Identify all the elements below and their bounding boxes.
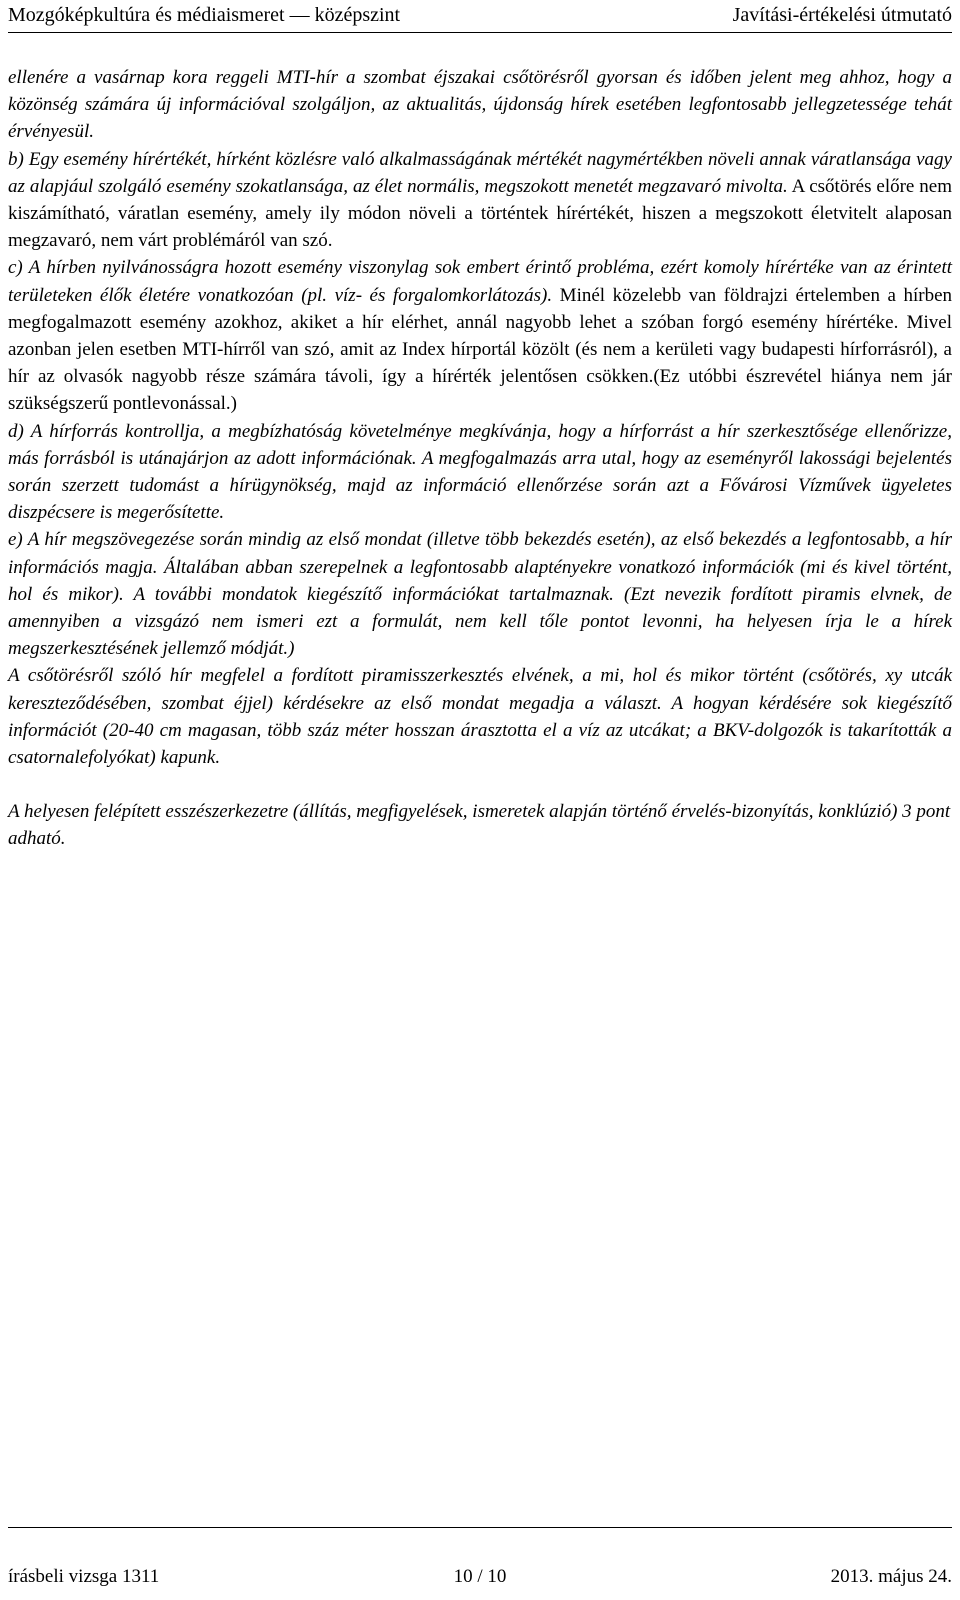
paragraph-c [8, 254, 952, 417]
page-header [8, 0, 952, 33]
paragraph-c-part2: Minél közelebb van földrajzi értelemben a hírben megfogalmazott esemény azokhoz, akiket a hír elérhet, annál nagyobb lehet a szóban forgó esemény hírértéke. Mivel azonban jelen esetben MTI-hírről van szó, amit az Index hírportál közölt (és nem a kerületi vagy budapesti hírforrásról), a hír az olvasók nagyobb része számára távoli, így a hírérték jelentősen csökken.(Ez utóbbi észrevétel hiánya nem jár szükségszerű pontlevonással.) [8, 284, 952, 415]
paragraph-f: A csőtörésről szóló hír megfelel a fordított piramisszerkesztés elvének, a mi, hol és mikor történt (csőtörés, xy utcák kereszteződésében, szombat éjjel) kérdésekre az első mondat megadja a választ. A hogyan kérdésére sok kiegészítő információt (20-40 cm magasan, több száz méter hosszan árasztotta el a víz az utcákat; a BKV-dolgozók is takarították a csatornalefolyókat) kapunk. [8, 665, 952, 769]
header-right-title: Javítási-értékelési útmutató [732, 4, 952, 26]
footer-page-number: 10 / 10 [453, 1566, 507, 1587]
paragraph-b-part2: A csőtörés előre nem kiszámítható, váratlan esemény, amely ily módon növeli a történtek hírértékét, hiszen a megszokott életvitelt alaposan megzavaró, nem várt problémáról van szó. [8, 175, 953, 252]
scoring-note: A helyesen felépített esszészerkezetre (állítás, megfigyelések, ismeretek alapján történő érvelés-bizonyítás, konklúzió) 3 pont adható. [8, 801, 951, 850]
paragraph-c-part1: c) A hírben nyilvánosságra hozott esemény viszonylag sok embert érintő probléma, ezért komoly hírértéke van az érintett területeken élők életére vonatkozóan (pl. víz- és forgalomkorlátozás). [8, 257, 952, 306]
document-body [8, 64, 952, 853]
page-footer [8, 1527, 952, 1588]
paragraph-e: e) A hír megszövegezése során mindig az első mondat (illetve több bekezdés esetén), az első bekezdés a legfontosabb, a hír információs magja. Általában abban szerepelnek a legfontosabb alaptényekre vonatkozó információk (mi és kivel történt, hol és mikor). A további mondatok kiegészítő információkat tartalmaznak. (Ezt nevezik fordított piramis elvnek, de amennyiben a vizsgázó nem ismeri ezt a formulát, nem kell tőle pontot levonni, ha helyesen írja le a hírek megszerkesztésének jellemző módját.) [8, 529, 952, 660]
footer-date: 2013. május 24. [830, 1566, 952, 1587]
header-left-title: Mozgóképkultúra és médiaismeret — középszint [8, 4, 401, 26]
paragraph-b [8, 146, 952, 255]
paragraph-b-part1: b) Egy esemény hírértékét, hírként közlésre való alkalmasságának mértékét nagymértékben növeli annak váratlansága vagy az alapjául szolgáló esemény szokatlansága, az élet normális, megszokott menetét megzavaró mivolta. [8, 148, 952, 197]
footer-exam-code: írásbeli vizsga 1311 [8, 1566, 160, 1587]
paragraph-d: d) A hírforrás kontrollja, a megbízhatóság követelménye megkívánja, hogy a hírforrást a hír szerkesztősége ellenőrizze, más forrásból is utánajárjon az adott információnak. A megfogalmazás arra utal, hogy az eseményről lakossági bejelentés során szerzett tudomást a hírügynökség, majd az információ ellenőrzése során azt a Fővárosi Vízművek ügyeletes diszpécsere is megerősítette. [8, 420, 952, 524]
paragraph-a-continued: ellenére a vasárnap kora reggeli MTI-hír a szombat éjszakai csőtörésről gyorsan és időben jelent meg ahhoz, hogy a közönség számára új információval szolgáljon, az aktualitás, újdonság hírek esetében legfontosabb jellegzetessége tehát érvényesül. [8, 67, 952, 143]
